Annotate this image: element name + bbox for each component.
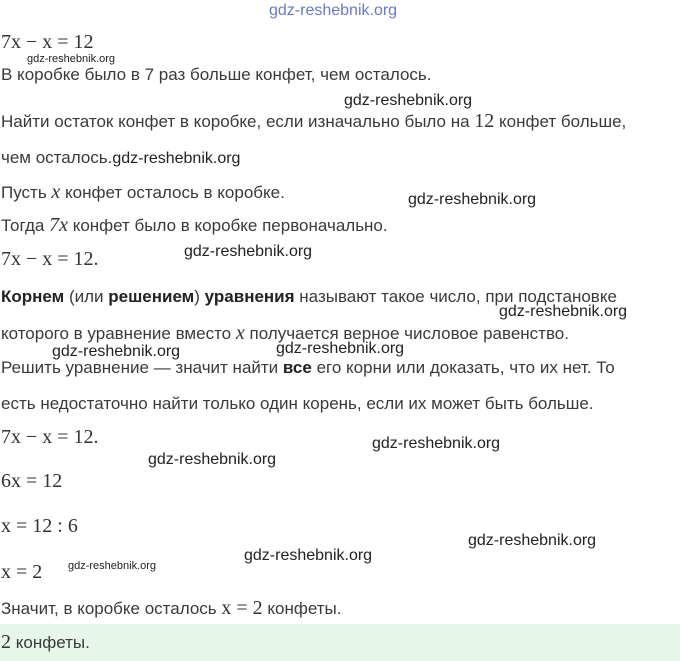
watermark: gdz-reshebnik.org — [52, 343, 181, 360]
definition-line-1: Корнем (или решением) уравнения называют такое число, при подстановке — [1, 287, 617, 306]
watermark-top: gdz-reshebnik.org — [269, 2, 398, 19]
problem-line-1: В коробке было в 7 раз больше конфет, чем осталось. — [1, 65, 432, 84]
watermark: gdz-reshebnik.org — [499, 303, 628, 320]
watermark: gdz-reshebnik.org — [344, 92, 473, 109]
answer-number: 2 — [1, 631, 11, 653]
equation-1: 7x − x = 12. — [1, 248, 99, 270]
let-line: Пусть x конфет осталось в коробке. — [1, 181, 285, 203]
math-expression: 7x — [49, 214, 68, 236]
math-number: 12 — [474, 110, 495, 132]
answer-text: 2 конфеты. — [1, 631, 90, 653]
math-variable: x — [235, 322, 245, 344]
definition-line-2: которого в уравнение вместо x получается верное числовое равенство. — [1, 322, 569, 344]
watermark: gdz-reshebnik.org — [244, 547, 373, 564]
watermark: gdz-reshebnik.org — [468, 532, 597, 549]
solve-line-2: есть недостаточно найти только один корень, если их может быть больше. — [1, 394, 594, 413]
watermark: gdz-reshebnik.org — [112, 150, 241, 167]
equation-5: x = 2 — [1, 561, 43, 583]
watermark: gdz-reshebnik.org — [408, 191, 537, 208]
conclusion-line: Значит, в коробке осталось x = 2 конфеты. — [1, 597, 342, 619]
then-line: Тогда 7x конфет было в коробке первоначально. — [1, 214, 388, 236]
answer-box — [0, 624, 680, 661]
watermark: gdz-reshebnik.org — [184, 243, 313, 260]
math-variable: x — [51, 181, 61, 203]
solve-line-1: Решить уравнение — значит найти все его корни или доказать, что их нет. То — [1, 358, 615, 377]
watermark: gdz-reshebnik.org — [372, 435, 501, 452]
equation-2: 7x − x = 12. — [1, 426, 99, 448]
problem-line-2: Найти остаток конфет в коробке, если изначально было на 12 конфет больше, — [1, 110, 627, 132]
header-equation: 7x − x = 12 — [1, 31, 94, 53]
watermark: gdz-reshebnik.org — [148, 451, 277, 468]
equation-4: x = 12 : 6 — [1, 515, 78, 537]
equation-3: 6x = 12 — [1, 470, 63, 492]
watermark-small: gdz-reshebnik.org — [68, 560, 157, 572]
math-expression: x = 2 — [221, 597, 263, 619]
problem-line-3: чем осталось.gdz-reshebnik.org — [1, 148, 241, 167]
watermark: gdz-reshebnik.org — [276, 340, 405, 357]
watermark-small: gdz-reshebnik.org — [27, 53, 116, 65]
